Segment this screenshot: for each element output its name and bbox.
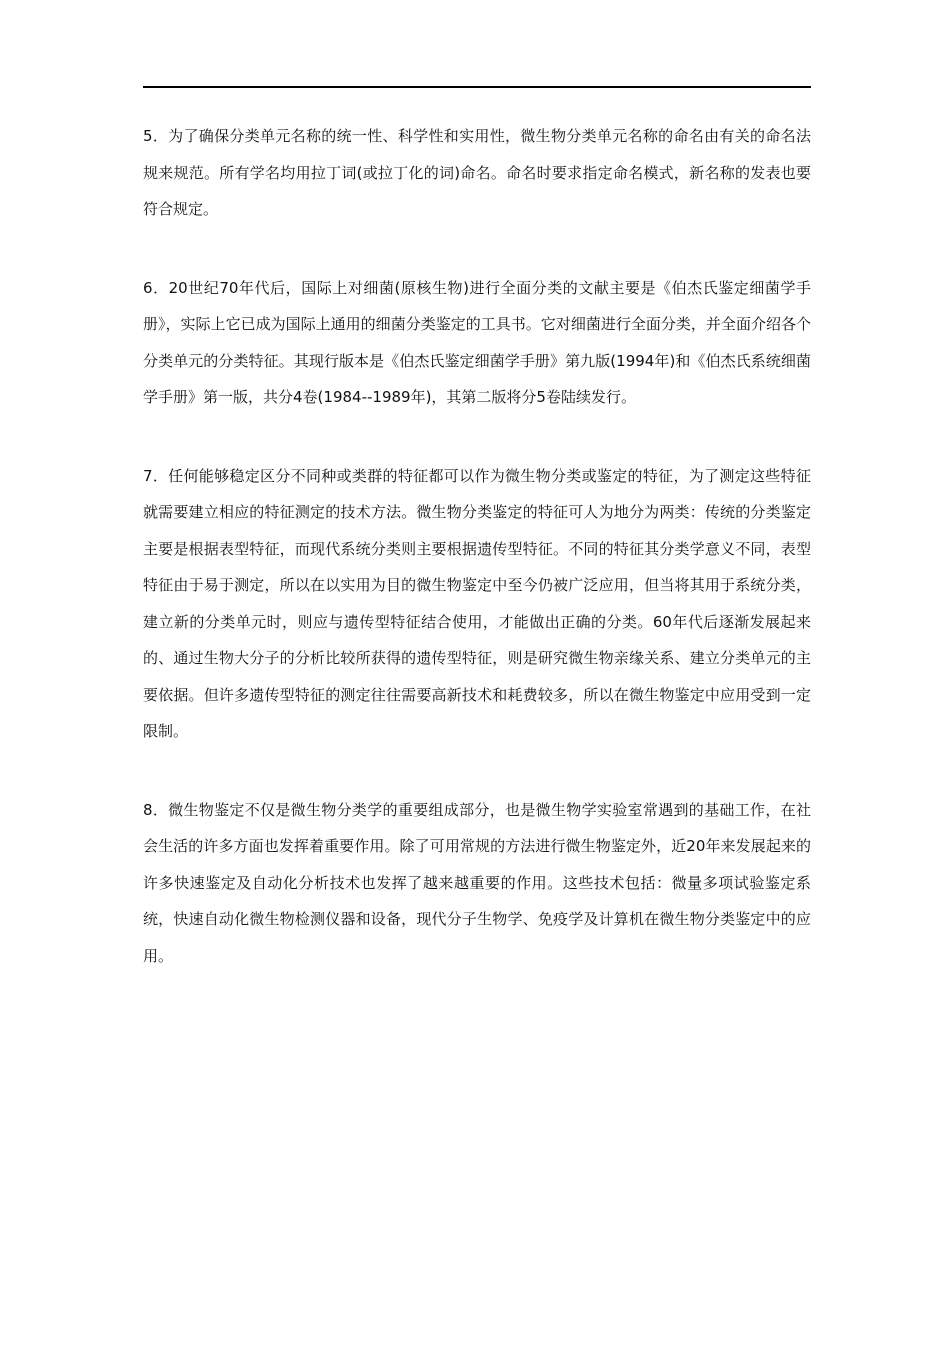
paragraph-7: 7．任何能够稳定区分不同种或类群的特征都可以作为微生物分类或鉴定的特征，为了测定这些特征就需要建立相应的特征测定的技术方法。微生物分类鉴定的特征可人为地分为两类：传统的分类鉴定主要是根据表型特征，而现代系统分类则主要根据遗传型特征。不同的特征其分类学意义不同，表型特征由于易于测定，所以在以实用为目的微生物鉴定中至今仍被广泛应用，但当将其用于系统分类，建立新的分类单元时，则应与遗传型特征结合使用，才能做出正确的分类。60年代后逐渐发展起来的、通过生物大分子的分析比较所获得的遗传型特征，则是研究微生物亲缘关系、建立分类单元的主要依据。但许多遗传型特征的测定往往需要高新技术和耗费较多，所以在微生物鉴定中应用受到一定限制。: [143, 466, 811, 740]
header-rule: [143, 86, 811, 88]
paragraph-5: 5．为了确保分类单元名称的统一性、科学性和实用性，微生物分类单元名称的命名由有关的命名法规来规范。所有学名均用拉丁词(或拉丁化的词)命名。命名时要求指定命名模式，新名称的发表也要符合规定。: [143, 127, 811, 218]
paragraph-8: 8．微生物鉴定不仅是微生物分类学的重要组成部分，也是微生物学实验室常遇到的基础工作，在社会生活的许多方面也发挥着重要作用。除了可用常规的方法进行微生物鉴定外，近20年来发展起来的许多快速鉴定及自动化分析技术也发挥了越来越重要的作用。这些技术包括：微量多项试验鉴定系统，快速自动化微生物检测仪器和设备，现代分子生物学、免疫学及计算机在微生物分类鉴定中的应用。: [143, 800, 811, 965]
document-body: [143, 118, 811, 1016]
paragraph-6: 6．20世纪70年代后，国际上对细菌(原核生物)进行全面分类的文献主要是《伯杰氏鉴定细菌学手册》，实际上它已成为国际上通用的细菌分类鉴定的工具书。它对细菌进行全面分类，并全面介绍各个分类单元的分类特征。其现行版本是《伯杰氏鉴定细菌学手册》第九版(1994年)和《伯杰氏系统细菌学手册》第一版，共分4卷(1984--1989年)，其第二版将分5卷陆续发行。: [143, 278, 811, 406]
